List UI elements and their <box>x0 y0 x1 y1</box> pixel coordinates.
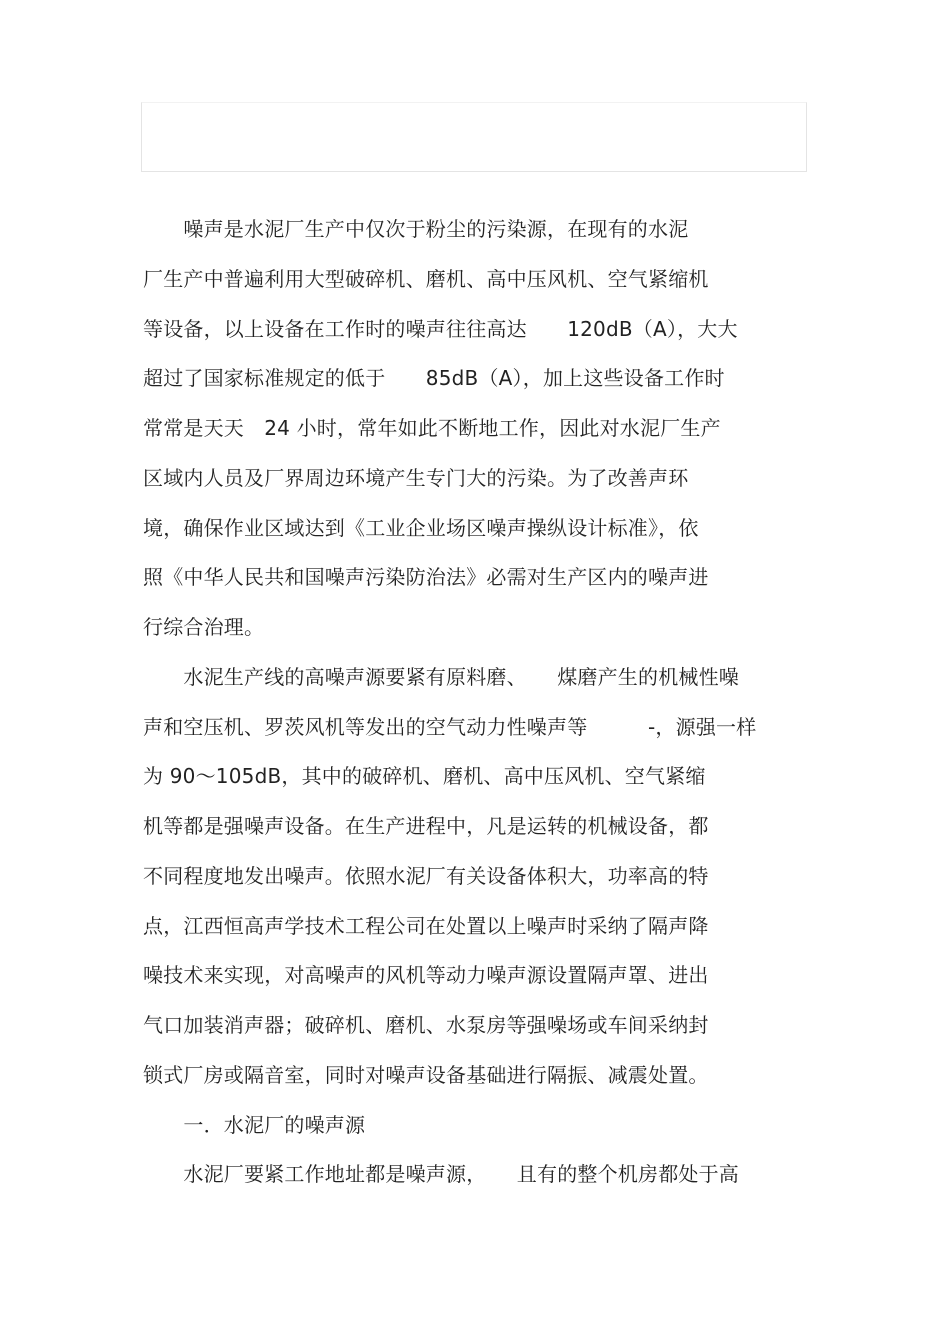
text-line: 声和空压机、罗茨风机等发出的空气动力性噪声等 -，源强一样 <box>143 715 757 739</box>
text-line: 为 90～105dB，其中的破碎机、磨机、高中压风机、空气紧缩 <box>143 764 706 788</box>
text-line: 噪技术来实现，对高噪声的风机等动力噪声源设置隔声罩、进出 <box>143 963 709 987</box>
text-line: 等设备，以上设备在工作时的噪声往往高达 120dB（A），大大 <box>143 317 738 341</box>
text-line: 噪声是水泥厂生产中仅次于粉尘的污染源，在现有的水泥 <box>143 217 689 241</box>
text-line: 气口加装消声器；破碎机、磨机、水泵房等强噪场或车间采纳封 <box>143 1013 709 1037</box>
text-line: 锁式厂房或隔音室，同时对噪声设备基础进行隔振、减震处置。 <box>143 1063 709 1087</box>
text-line: 常常是天天 24 小时，常年如此不断地工作，因此对水泥厂生产 <box>143 416 721 440</box>
text-line: 行综合治理。 <box>143 615 265 639</box>
text-line: 点，江西恒高声学技术工程公司在处置以上噪声时采纳了隔声降 <box>143 914 709 938</box>
text-line: 境，确保作业区域达到《工业企业场区噪声操纵设计标准》，依 <box>143 516 699 540</box>
text-line: 照《中华人民共和国噪声污染防治法》必需对生产区内的噪声进 <box>143 565 709 589</box>
text-line: 超过了国家标准规定的低于 85dB（A），加上这些设备工作时 <box>143 366 725 390</box>
text-line: 水泥厂要紧工作地址都是噪声源， 且有的整个机房都处于高 <box>143 1162 739 1186</box>
section-heading: 一．水泥厂的噪声源 <box>143 1113 366 1137</box>
text-line: 不同程度地发出噪声。依照水泥厂有关设备体积大，功率高的特 <box>143 864 709 888</box>
header-box <box>141 102 807 172</box>
text-line: 机等都是强噪声设备。在生产进程中，凡是运转的机械设备，都 <box>143 814 709 838</box>
text-line: 厂生产中普遍利用大型破碎机、磨机、高中压风机、空气紧缩机 <box>143 267 709 291</box>
text-line: 区域内人员及厂界周边环境产生专门大的污染。为了改善声环 <box>143 466 689 490</box>
text-line: 水泥生产线的高噪声源要紧有原料磨、 煤磨产生的机械性噪 <box>143 665 739 689</box>
